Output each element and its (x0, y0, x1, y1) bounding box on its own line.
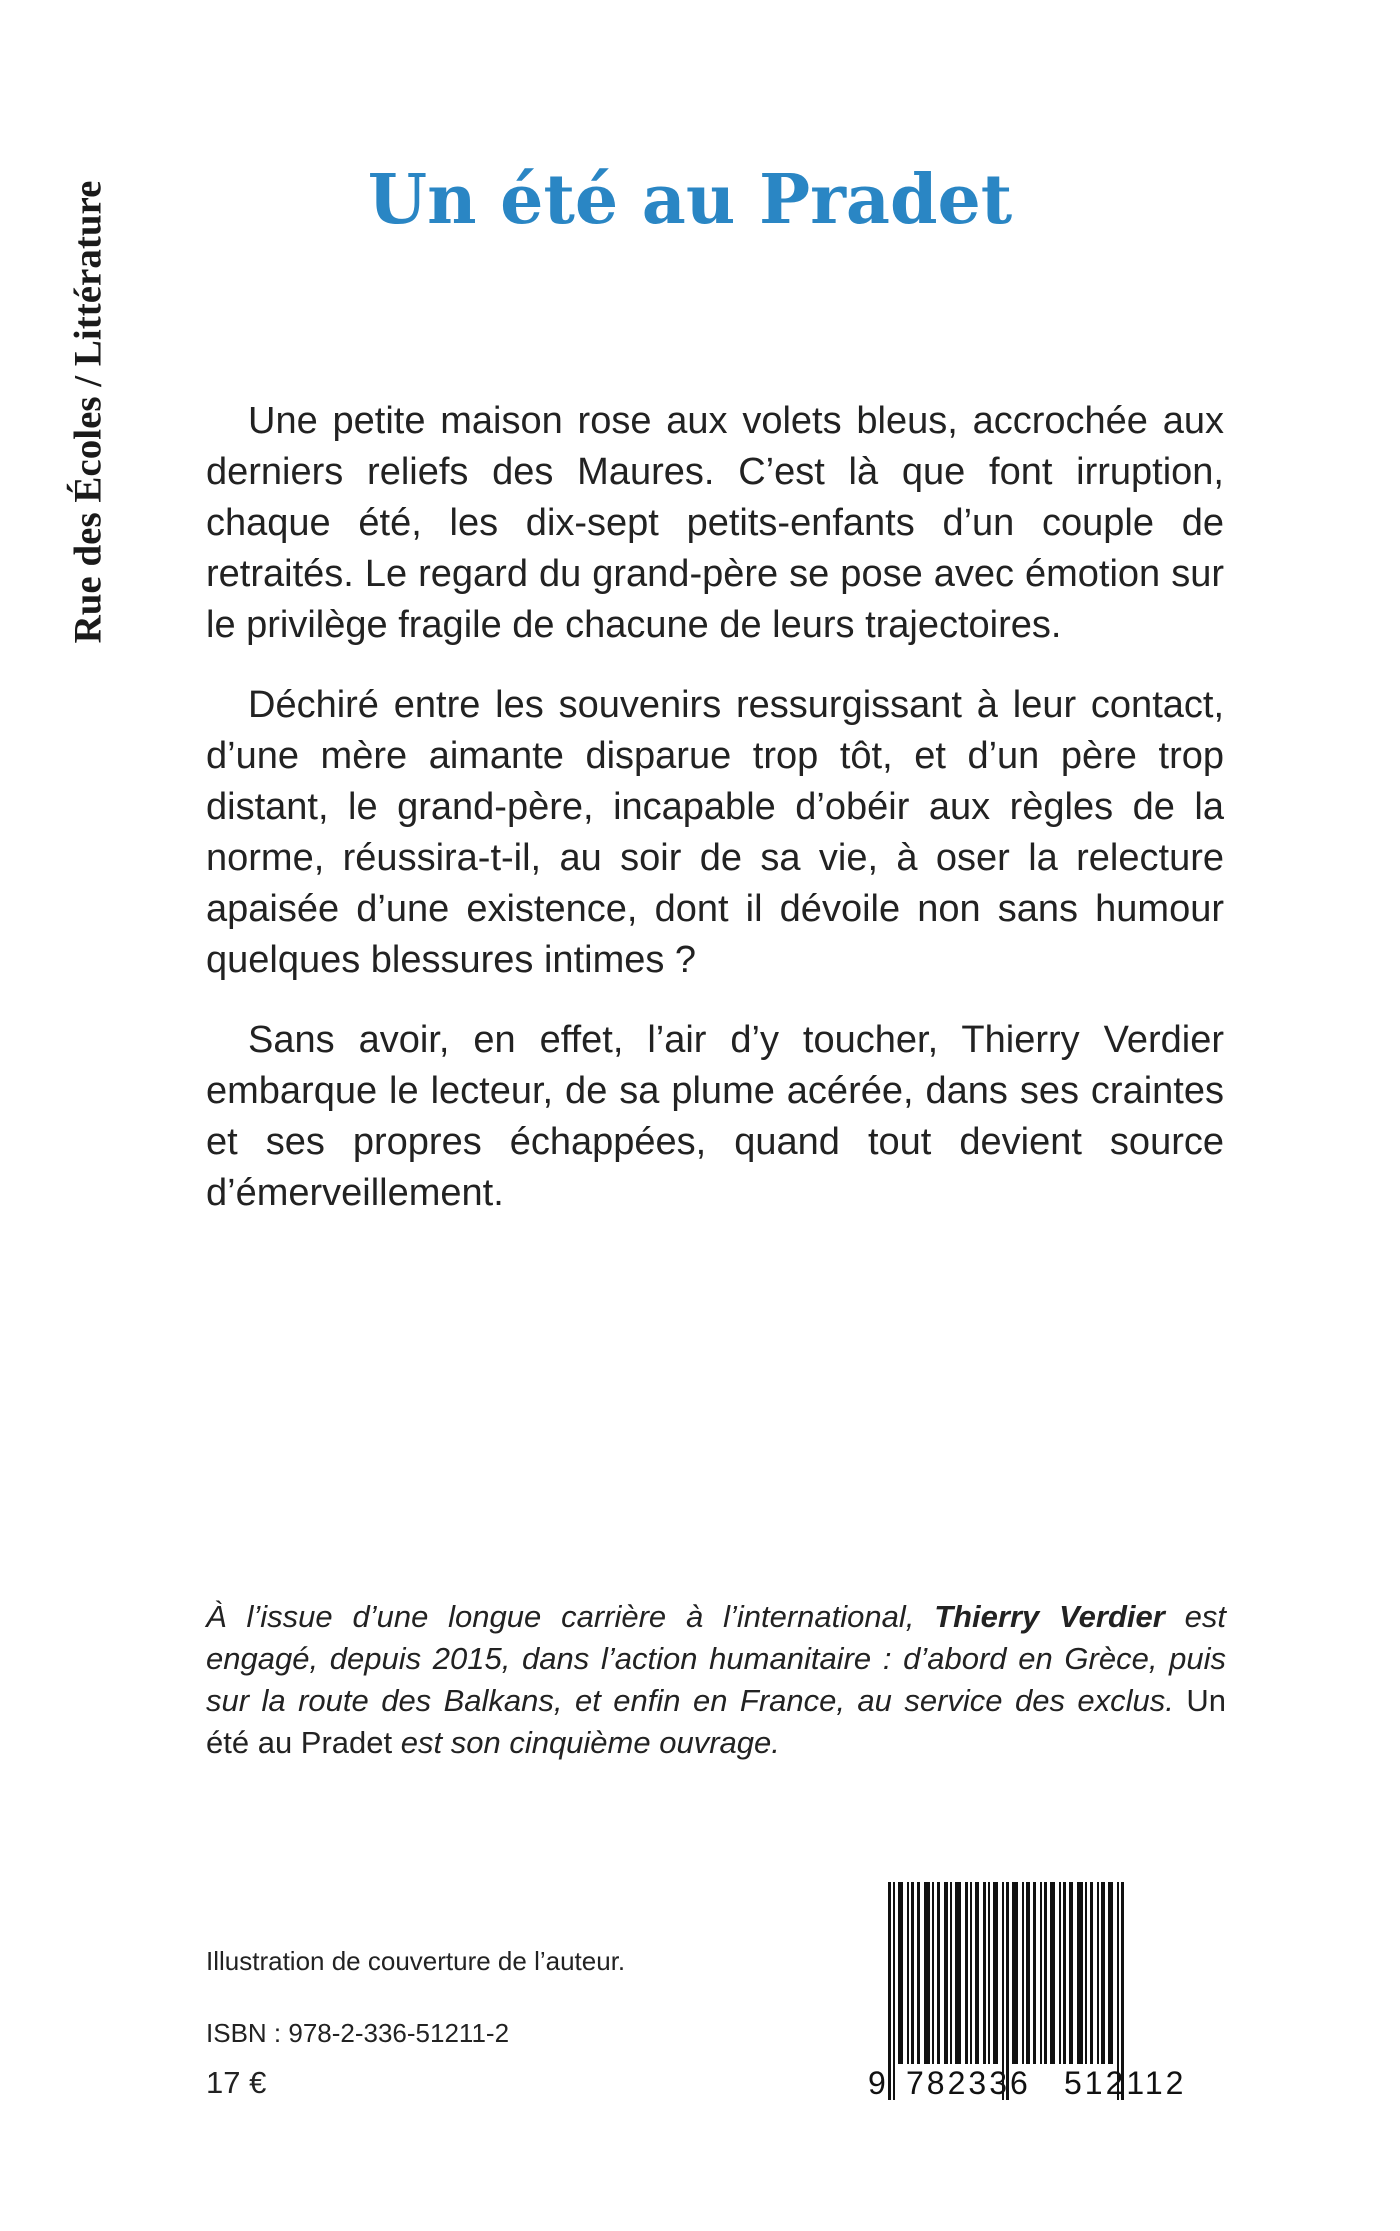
barcode-bar (955, 1882, 961, 2064)
bio-text-2: est engagé, depuis 2015, dans l’action humanitaire : d’abord en Grèce, puis sur la route des Balkans, et enfin en France, au service des exclus. (206, 1599, 1226, 1718)
bio-text-3: est son cinquième ouvrage. (392, 1725, 780, 1760)
synopsis-paragraph-2: Déchiré entre les souvenirs ressurgissant à leur contact, d’une mère aimante disparue trop tôt, et d’un père trop distant, le grand-père, incapable d’obéir aux règles de la norme, réussira-t-il, au soir de sa vie, à oser la relecture apaisée d’une existence, dont il dévoile non sans humour quelques blessures intimes ? (206, 684, 1224, 981)
barcode-bar (932, 1882, 934, 2064)
barcode-digits-left: 782336 (906, 2065, 1031, 2101)
price: 17 € (206, 2065, 267, 2100)
barcode-bar (893, 1882, 895, 2100)
barcode-bar (1077, 1882, 1083, 2064)
barcode-bar (911, 1882, 914, 2064)
barcode-bar (965, 1882, 968, 2064)
barcode-bar (950, 1882, 952, 2064)
barcode-bar (898, 1882, 903, 2064)
barcode-bar (988, 1882, 990, 2064)
cover-credit: Illustration de couverture de l’auteur. (206, 1946, 626, 1976)
barcode-bar (983, 1882, 986, 2064)
barcode-bar (1108, 1882, 1113, 2064)
barcode-bar (1026, 1882, 1030, 2064)
barcode-bar (1101, 1882, 1105, 2064)
synopsis-paragraph-3: Sans avoir, en effet, l’air d’y toucher, Thierry Verdier embarque le lecteur, de sa plume acérée, dans ses craintes et ses propres échappées, quand tout devient source d’émerveillement. (206, 1019, 1224, 1214)
barcode-bar (1069, 1882, 1073, 2064)
synopsis (206, 396, 1224, 1248)
barcode-bar (1044, 1882, 1047, 2064)
barcode-bar (907, 1882, 909, 2064)
barcode-bar (975, 1882, 979, 2064)
barcode-bar (970, 1882, 972, 2064)
synopsis-paragraph-1: Une petite maison rose aux volets bleus, accrochée aux derniers reliefs des Maures. C’est là que font irruption, chaque été, les dix-sept petits-enfants d’un couple de retraités. Le regard du grand-père se pose avec émotion sur le privilège fragile de chacune de leurs trajectoires. (206, 400, 1224, 646)
barcode-bar (924, 1882, 930, 2064)
barcode-bar (1050, 1882, 1055, 2064)
barcode-bar (937, 1882, 940, 2064)
barcode-bar (1090, 1882, 1093, 2064)
bio-book-title: Un été au Pradet (206, 1683, 1226, 1760)
isbn: ISBN : 978-2-336-51211-2 (206, 2018, 510, 2048)
barcode-bar (1059, 1882, 1061, 2064)
spine-label: Rue des Écoles / Littérature (66, 180, 110, 644)
barcode-bar (1033, 1882, 1036, 2064)
barcode-bar (1097, 1882, 1099, 2064)
author-bio (206, 1596, 1226, 1764)
barcode-digit-first: 9 (868, 2065, 886, 2101)
barcode-bar (917, 1882, 920, 2064)
barcode-bar (993, 1882, 998, 2064)
barcode-bar (1022, 1882, 1024, 2064)
bio-text-1: À l’issue d’une longue carrière à l’international, (206, 1599, 935, 1634)
barcode-bar (1085, 1882, 1087, 2064)
book-title: Un été au Pradet (367, 160, 1013, 240)
barcode-bar (888, 1882, 891, 2100)
barcode-bar (944, 1882, 948, 2064)
barcode-bar (1040, 1882, 1042, 2064)
barcode-digits-right: 512112 (1064, 2065, 1187, 2101)
barcode-bar (1012, 1882, 1018, 2064)
barcode-bar (1063, 1882, 1066, 2064)
bio-author-name: Thierry Verdier (934, 1599, 1165, 1634)
